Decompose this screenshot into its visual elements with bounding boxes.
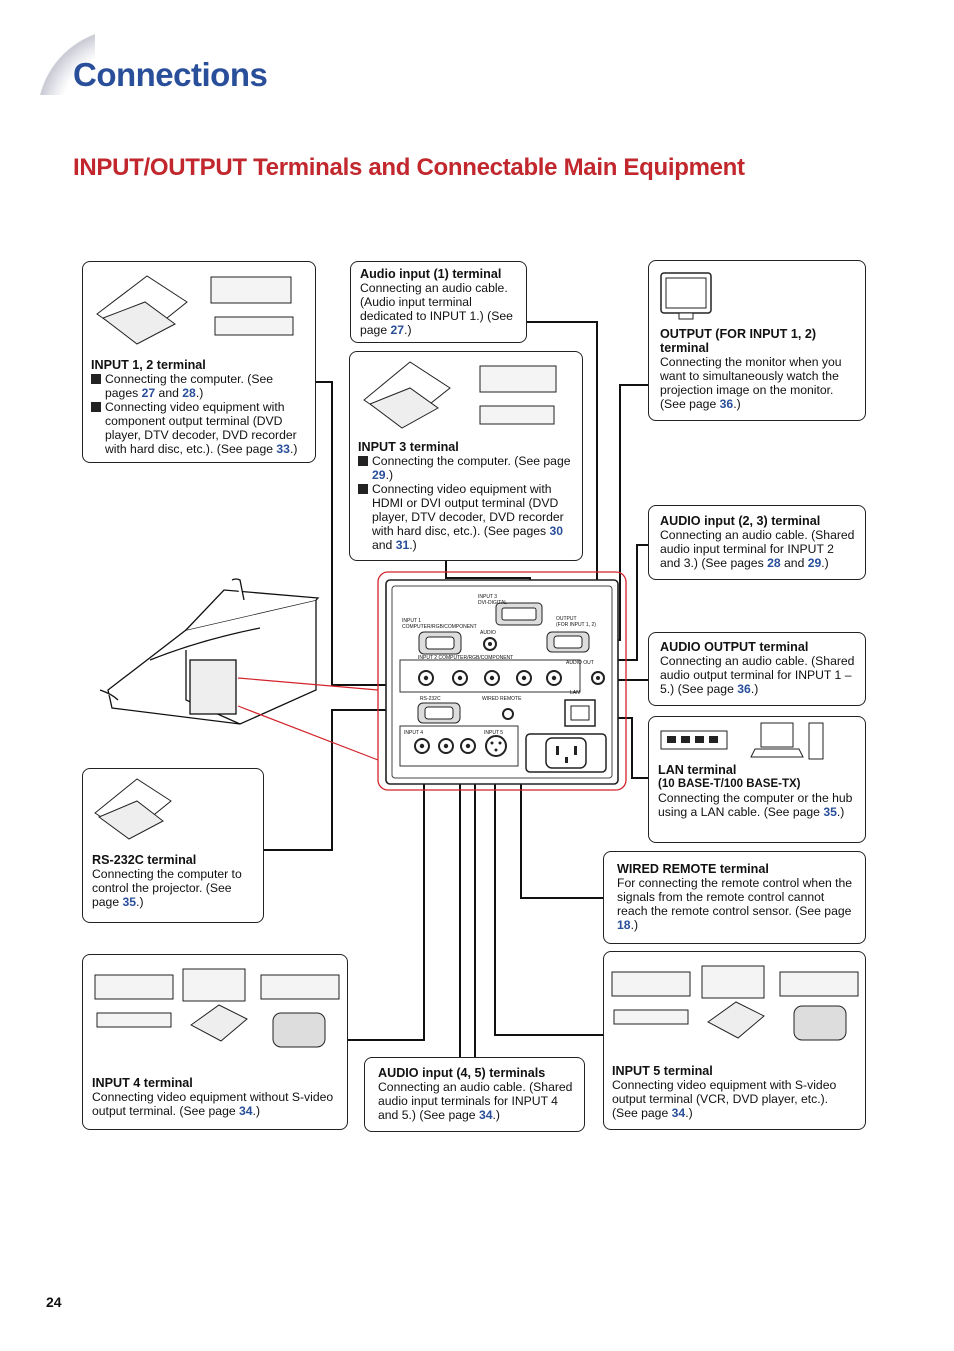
video-equipment-illustration — [83, 955, 349, 1075]
box-title: Audio input (1) terminal — [360, 267, 502, 281]
page-title: Connections — [73, 56, 268, 93]
box-title: AUDIO input (2, 3) terminal — [660, 514, 821, 528]
box-rs232c: RS-232C terminal Connecting the computer to control the projector. (See page 35.) — [82, 768, 264, 923]
page-link[interactable]: 29 — [372, 468, 386, 482]
box-wired-remote: WIRED REMOTE terminal For connecting the remote control when the signals from the remote control cannot reach the remote control sensor. (See page 18.) — [603, 851, 866, 944]
box-audio-output: AUDIO OUTPUT terminal Connecting an audio cable. (Shared audio output terminal for INPUT 1 – 5.) (See page 36.) — [648, 632, 866, 706]
box-lan: LAN terminal (10 BASE-T/100 BASE-TX) Connecting the computer or the hub using a LAN cable. (See page 35.) — [648, 716, 866, 843]
laptop-and-dvd-illustration — [350, 352, 584, 440]
section-subtitle: INPUT/OUTPUT Terminals and Connectable Main Equipment — [73, 154, 745, 181]
page-link[interactable]: 30 — [549, 524, 564, 538]
panel-label-lan: LAN — [570, 690, 580, 696]
page-number: 24 — [46, 1294, 62, 1310]
box-audio-input-1: Audio input (1) terminal Connecting an audio cable. (Audio input terminal dedicated to INPUT 1.) (See page 27.) — [350, 261, 527, 343]
box-title: RS-232C terminal — [92, 853, 197, 867]
box-title: AUDIO input (4, 5) terminals — [378, 1066, 546, 1080]
lan-subtitle: (10 BASE-T/100 BASE-TX) — [658, 778, 801, 790]
bullet: Connecting video equipment with HDMI or DVI output terminal (DVD player, DTV decoder, DVD recorder with hard disc, etc.). (See pages 30 and 31.) — [358, 482, 574, 552]
page-link[interactable]: 34 — [671, 1106, 686, 1120]
monitor-icon — [649, 261, 867, 325]
page-link[interactable]: 35 — [122, 895, 137, 909]
laptop-and-dvd-illustration — [83, 262, 317, 358]
box-title: WIRED REMOTE terminal — [617, 862, 769, 876]
page-link[interactable]: 18 — [617, 918, 631, 932]
video-equipment-illustration — [604, 952, 867, 1064]
page-link[interactable]: 33 — [276, 442, 290, 456]
bullet: Connecting the computer. (See pages 27 and 28.) — [91, 372, 307, 400]
box-title: INPUT 5 terminal — [612, 1064, 713, 1078]
page-link[interactable]: 35 — [823, 805, 837, 819]
page-link[interactable]: 31 — [395, 538, 410, 552]
page-link[interactable]: 28 — [767, 556, 781, 570]
bullet: Connecting the computer. (See page 29.) — [358, 454, 574, 482]
box-input-5: INPUT 5 terminal Connecting video equipment with S-video output terminal (VCR, DVD player, etc.). (See page 34.) — [603, 951, 866, 1130]
panel-label-wired: WIRED REMOTE — [482, 696, 522, 702]
page-link[interactable]: 29 — [807, 556, 822, 570]
panel-label-rs232: RS-232C — [420, 696, 441, 702]
box-audio-input-4-5: AUDIO input (4, 5) terminals Connecting an audio cable. (Shared audio input terminals for INPUT 4 and 5.) (See page 34.) — [364, 1057, 585, 1132]
box-title: INPUT 1, 2 terminal — [91, 358, 206, 372]
box-input-1-2 — [82, 261, 316, 463]
box-audio-input-2-3: AUDIO input (2, 3) terminal Connecting an audio cable. (Shared audio input terminal for INPUT 2 and 3.) (See pages 28 and 29.) — [648, 505, 866, 580]
hub-and-computer-illustration — [649, 717, 867, 763]
panel-label-output: OUTPUT (FOR INPUT 1, 2) — [556, 616, 596, 628]
panel-label-audio-out: AUDIO OUT — [566, 660, 594, 666]
box-input-3 — [349, 351, 583, 561]
panel-label-audio: AUDIO — [480, 630, 496, 636]
panel-label-input4: INPUT 4 — [404, 730, 424, 736]
box-title: LAN terminal — [658, 763, 737, 777]
page-link[interactable]: 27 — [390, 323, 405, 337]
panel-label-input2: INPUT 2 COMPUTER/RGB/COMPONENT — [418, 655, 514, 661]
panel-label-input5: INPUT 5 — [484, 730, 504, 736]
page-link[interactable]: 36 — [737, 682, 751, 696]
box-title: AUDIO OUTPUT terminal — [660, 640, 809, 654]
page-link[interactable]: 27 — [141, 386, 156, 400]
page-link[interactable]: 34 — [478, 1108, 493, 1122]
box-output: OUTPUT (FOR INPUT 1, 2) terminal Connecting the monitor when you want to simultaneously watch the projection image on the monitor. (See page 36.) — [648, 260, 866, 421]
laptop-illustration — [83, 769, 265, 853]
box-title: OUTPUT (FOR INPUT 1, 2) terminal — [660, 327, 817, 355]
page-link[interactable]: 34 — [239, 1104, 253, 1118]
panel-label-input1: INPUT 1 COMPUTER/RGB/COMPONENT — [402, 618, 477, 630]
box-title: INPUT 3 terminal — [358, 440, 459, 454]
box-title: INPUT 4 terminal — [92, 1076, 193, 1090]
projector-illustration — [100, 579, 318, 724]
box-input-4: INPUT 4 terminal Connecting video equipment without S-video output terminal. (See page 34.) — [82, 954, 348, 1130]
panel-label-input3: INPUT 3 DVI-DIGITAL — [478, 594, 508, 606]
page-link[interactable]: 36 — [719, 397, 734, 411]
bullet: Connecting video equipment with component output terminal (DVD player, DTV decoder, DVD recorder with hard disc, etc.). (See page 33.) — [91, 400, 307, 456]
page-link[interactable]: 28 — [182, 386, 196, 400]
